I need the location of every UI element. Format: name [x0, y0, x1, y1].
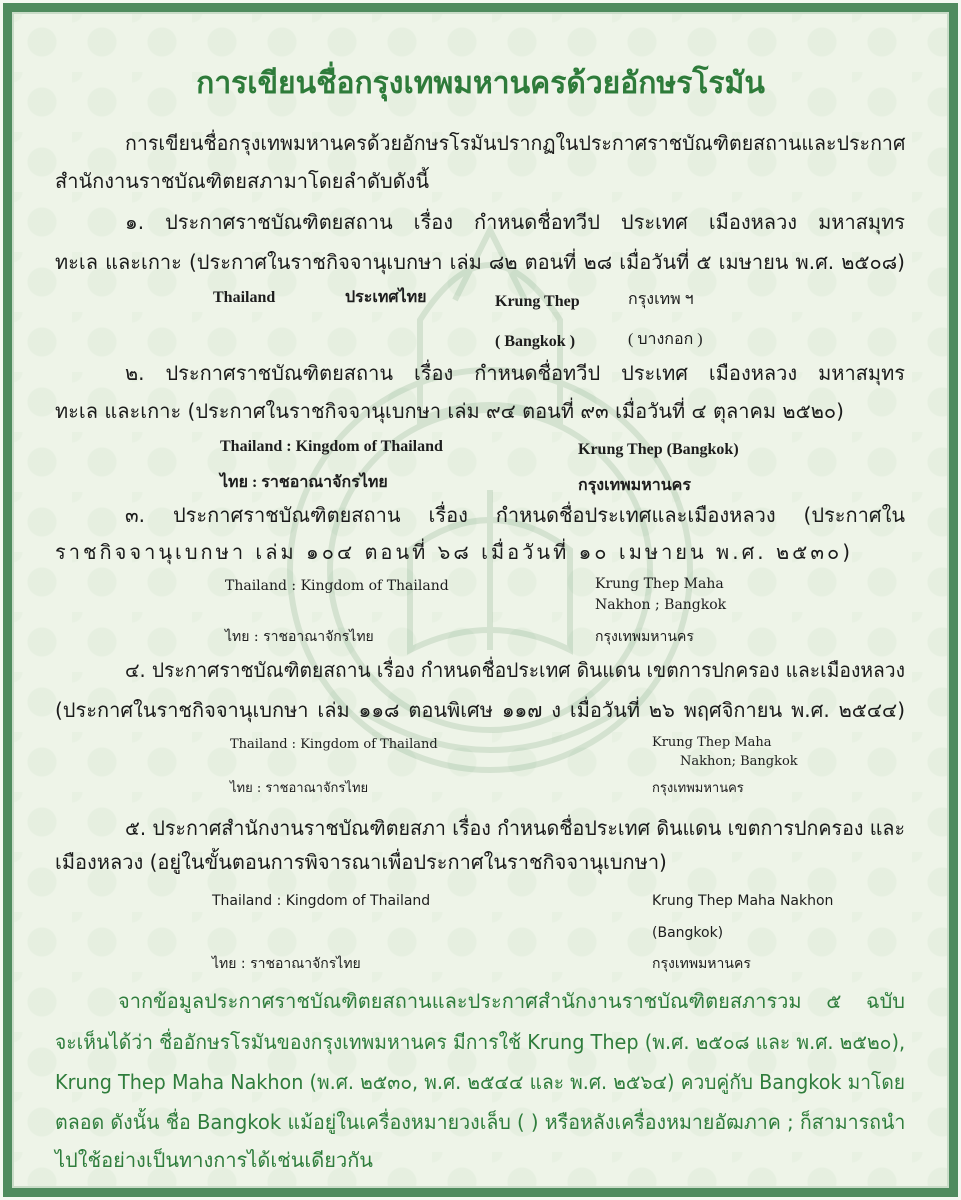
intro-line-2: สำนักงานราชบัณฑิตยสภามาโดยลำดับดังนี้: [55, 169, 430, 193]
item-5-capital-en-line-1: Krung Thep Maha Nakhon: [652, 893, 834, 909]
item-1-country-th: ประเทศไทย: [345, 289, 427, 306]
item-4-capital-en-line-2: Nakhon; Bangkok: [680, 754, 798, 769]
conclusion-line-5: ไปใช้อย่างเป็นทางการได้เช่นเดียวกัน: [55, 1148, 373, 1172]
item-3-capital-en-line-1: Krung Thep Maha: [595, 576, 724, 592]
item-4-line-2: (ประกาศในราชกิจจานุเบกษา เล่ม ๑๑๘ ตอนพิเศษ ๑๑๗ ง เมื่อวันที่ ๒๖ พฤศจิกายน พ.ศ. ๒๕๔๔): [55, 698, 905, 722]
item-4-line-1: ๔. ประกาศราชบัณฑิตยสถาน เรื่อง กำหนดชื่อประเทศ ดินแดน เขตการปกครอง และเมืองหลวง: [125, 658, 905, 682]
item-5-capital-en-line-2: (Bangkok): [652, 925, 724, 941]
item-3-capital-th: กรุงเทพมหานคร: [595, 629, 694, 645]
item-1-capital-en-alt: ( Bangkok ): [495, 333, 576, 350]
item-2-country-th: ไทย : ราชอาณาจักรไทย: [220, 474, 388, 491]
item-3-line-2: ราชกิจจานุเบกษา เล่ม ๑๐๔ ตอนที่ ๖๘ เมื่อวันที่ ๑๐ เมษายน พ.ศ. ๒๕๓๐): [55, 540, 854, 564]
conclusion-line-2: จะเห็นได้ว่า ชื่ออักษรโรมันของกรุงเทพมหานคร มีการใช้ Krung Thep (พ.ศ. ๒๕๐๘ และ พ.ศ. ๒๕๒๐),: [55, 1030, 906, 1054]
item-5-line-1: ๕. ประกาศสำนักงานราชบัณฑิตยสภา เรื่อง กำหนดชื่อประเทศ ดินแดน เขตการปกครอง และ: [125, 816, 905, 840]
item-1-line-1: ๑. ประกาศราชบัณฑิตยสถาน เรื่อง กำหนดชื่อทวีป ประเทศ เมืองหลวง มหาสมุทร: [125, 210, 905, 234]
item-4-country-en: Thailand : Kingdom of Thailand: [230, 737, 438, 752]
conclusion-line-3: Krung Thep Maha Nakhon (พ.ศ. ๒๕๓๐, พ.ศ. ๒๕๔๔ และ พ.ศ. ๒๕๖๔) ควบคู่กับ Bangkok มาโดย: [55, 1070, 905, 1094]
item-5-line-2: เมืองหลวง (อยู่ในขั้นตอนการพิจารณาเพื่อประกาศในราชกิจจานุเบกษา): [55, 850, 667, 874]
conclusion-line-1: จากข้อมูลประกาศราชบัณฑิตยสถานและประกาศสำนักงานราชบัณฑิตยสภารวม ๕ ฉบับ: [118, 989, 905, 1013]
item-2-capital-th: กรุงเทพมหานคร: [578, 477, 691, 494]
item-3-capital-en-line-2: Nakhon ; Bangkok: [595, 597, 727, 613]
item-4-capital-en-line-1: Krung Thep Maha: [652, 735, 772, 750]
item-3-country-th: ไทย : ราชอาณาจักรไทย: [225, 629, 374, 645]
item-2-line-1: ๒. ประกาศราชบัณฑิตยสถาน เรื่อง กำหนดชื่อทวีป ประเทศ เมืองหลวง มหาสมุทร: [125, 361, 905, 385]
intro-line-1: การเขียนชื่อกรุงเทพมหานครด้วยอักษรโรมันปรากฏในประกาศราชบัณฑิตยสถานและประกาศ: [125, 131, 906, 155]
item-4-country-th: ไทย : ราชอาณาจักรไทย: [230, 781, 369, 796]
item-1-capital-en: Krung Thep: [495, 293, 580, 310]
item-5-country-th: ไทย : ราชอาณาจักรไทย: [212, 956, 361, 972]
item-3-country-en: Thailand : Kingdom of Thailand: [225, 578, 449, 594]
item-2-country-en: Thailand : Kingdom of Thailand: [220, 438, 443, 455]
item-1-capital-th: กรุงเทพ ฯ: [628, 291, 694, 308]
item-1-country-en: Thailand: [213, 289, 276, 306]
conclusion-line-4: ตลอด ดังนั้น ชื่อ Bangkok แม้อยู่ในเครื่องหมายวงเล็บ ( ) หรือหลังเครื่องหมายอัฒภาค ; ก็สามารถนำ: [55, 1110, 906, 1134]
item-1-capital-th-alt: ( บางกอก ): [628, 331, 703, 348]
item-1-line-2: ทะเล และเกาะ (ประกาศในราชกิจจานุเบกษา เล่ม ๘๒ ตอนที่ ๒๘ เมื่อวันที่ ๕ เมษายน พ.ศ. ๒๕๐๘): [55, 250, 905, 274]
item-5-country-en: Thailand : Kingdom of Thailand: [212, 893, 431, 909]
item-5-capital-th: กรุงเทพมหานคร: [652, 956, 751, 972]
item-4-capital-th: กรุงเทพมหานคร: [652, 781, 744, 796]
page-title: การเขียนชื่อกรุงเทพมหานครด้วยอักษรโรมัน: [196, 66, 765, 101]
item-3-line-1: ๓. ประกาศราชบัณฑิตยสถาน เรื่อง กำหนดชื่อประเทศและเมืองหลวง (ประกาศใน: [125, 503, 905, 527]
item-2-capital-en: Krung Thep (Bangkok): [578, 441, 739, 458]
item-2-line-2: ทะเล และเกาะ (ประกาศในราชกิจจานุเบกษา เล่ม ๙๔ ตอนที่ ๙๓ เมื่อวันที่ ๔ ตุลาคม ๒๕๒๐): [55, 399, 844, 423]
